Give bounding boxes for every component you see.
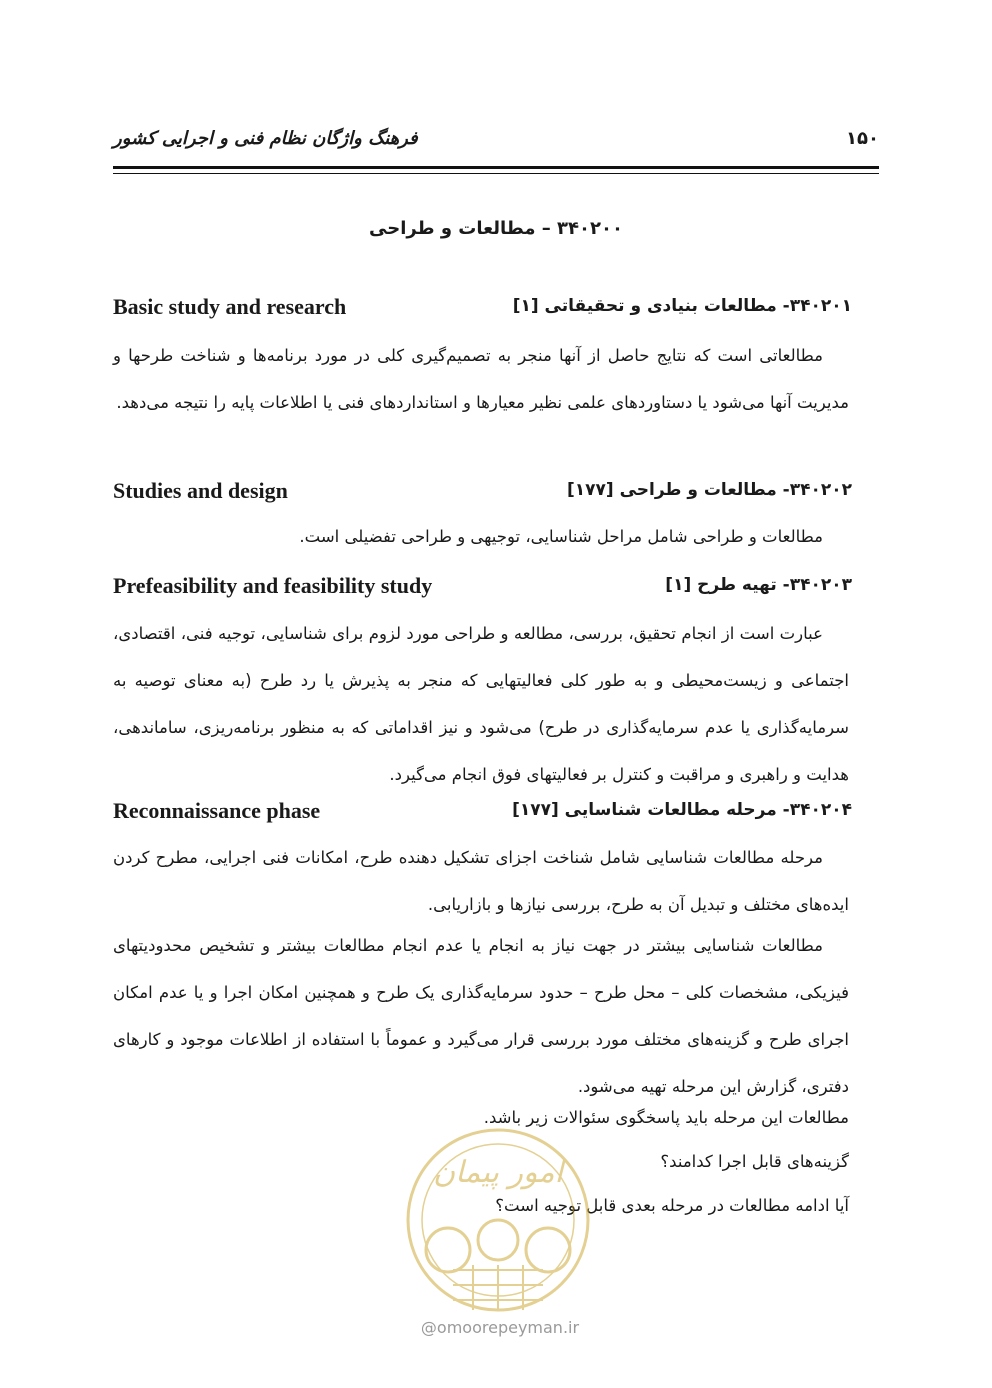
section-title: ۳۴۰۲۰۰ – مطالعات و طراحی (369, 218, 623, 239)
question-intro: مطالعات این مرحله باید پاسخگوی سئوالات زیر باشد. (483, 1108, 849, 1127)
book-title: فرهنگ واژگان نظام فنی و اجرایی کشور (113, 128, 418, 149)
entry-definition: مطالعات و طراحی شامل مراحل شناسایی، توجیهی و طراحی تفضیلی است. (299, 527, 823, 546)
entry-term-persian: ۳۴۰۲۰۳- تهیه طرح [۱] (665, 575, 852, 595)
entry-term-persian: ۳۴۰۲۰۲- مطالعات و طراحی [۱۷۷] (566, 480, 852, 500)
header-rule-thick (113, 166, 879, 169)
entry-definition: عبارت است از انجام تحقیق، بررسی، مطالعه و طراحی مورد لزوم برای شناسایی، توجیه فنی، اقتصادی، اجتماعی و زیست‌محیطی و به طور کلی فعالیتهایی که منجر به پذیرش یا رد طرح (به معنای توصیه به سرمایه‌گذاری یا عدم سرمایه‌گذاری در طرح) می‌شود و نیز اقداماتی که به منظور برنامه‌ریزی، ساماندهی، هدایت و راهبری و مراقبت و کنترل بر فعالیتهای فوق انجام می‌گیرد. (113, 624, 849, 784)
entry-definition: مرحله مطالعات شناسایی شامل شناخت اجزای تشکیل دهنده طرح، امکانات فنی اجرایی، مطرح کردن ایده‌های مختلف و تبدیل آن به طرح، بررسی نیازها و بازاریابی. (113, 848, 849, 914)
entry-term-persian: ۳۴۰۲۰۱- مطالعات بنیادی و تحقیقاتی [۱] (512, 296, 852, 316)
question-item: گزینه‌های قابل اجرا کدامند؟ (660, 1152, 849, 1171)
entry-term-english: Prefeasibility and feasibility study (113, 573, 433, 598)
entry-term-english: Reconnaissance phase (113, 798, 321, 823)
entry-term-persian: ۳۴۰۲۰۴- مرحله مطالعات شناسایی [۱۷۷] (512, 800, 852, 820)
header-rule-thin (113, 173, 879, 174)
entry-term-english: Studies and design (113, 478, 288, 503)
entry-term-english: Basic study and research (113, 294, 347, 319)
entry-heading (113, 800, 852, 830)
watermark-url: @omoorepeyman.ir (420, 1318, 580, 1337)
question-item: آیا ادامه مطالعات در مرحله بعدی قابل توجیه است؟ (495, 1196, 849, 1215)
page-number: ۱۵۰ (846, 128, 879, 149)
entry-heading (113, 296, 852, 326)
watermark-seal-icon (393, 1120, 603, 1320)
entry-definition: مطالعات شناسایی بیشتر در جهت نیاز به انجام یا عدم انجام مطالعات بیشتر و تشخیص محدودیتهای فیزیکی، مشخصات کلی – محل طرح – حدود سرمایه‌گذاری یک طرح و همچنین امکان اجرا و یا عدم امکان اجرای طرح و گزینه‌های مختلف مورد بررسی قرار می‌گیرد و عموماً با استفاده از اطلاعات موجود و کارهای دفتری، گزارش این مرحله تهیه می‌شود. (113, 936, 849, 1096)
running-header (113, 128, 879, 158)
entry-heading (113, 575, 852, 605)
svg-text:امور پیمان: امور پیمان (433, 1155, 563, 1190)
entry-heading (113, 480, 852, 510)
entry-definition: مطالعاتی است که نتایج حاصل از آنها منجر به تصمیم‌گیری کلی در مورد برنامه‌ها و شناخت طرحها و مدیریت آنها می‌شود یا دستاوردهای علمی نظیر معیارها و استانداردهای فنی یا اطلاعات پایه را نتیجه می‌دهد. (113, 346, 849, 412)
